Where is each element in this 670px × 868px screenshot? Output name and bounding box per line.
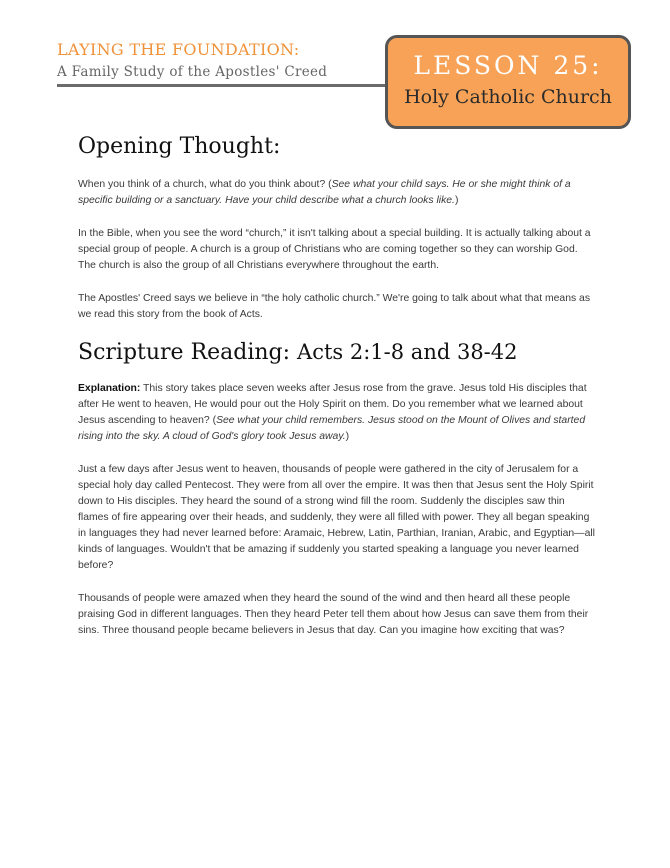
opening-paragraph-1 (78, 177, 598, 209)
series-title: LAYING THE FOUNDATION: (57, 40, 300, 59)
scripture-paragraph-3: Thousands of people were amazed when they heard the sound of the wind and then heard all these people praising God in different languages. Then they heard Peter tell them about how Jesus can save them from their sins. Three thousand people became believers in Jesus that day. Can you imagine how exciting that was? (78, 593, 589, 636)
series-subtitle: A Family Study of the Apostles' Creed (57, 64, 328, 80)
scripture-p1-text: This story takes place seven weeks after Jesus rose from the grave. Jesus told His disciples that after He went to heaven, He would pour out the Holy Spirit on them. Do you remember what we learned about Jesus ascending to heaven? ( (78, 383, 587, 426)
opening-paragraph-3: The Apostles' Creed says we believe in “the holy catholic church.” We're going to talk about what that means as we read this story from the book of Acts. (78, 293, 591, 320)
header-divider (57, 84, 387, 87)
opening-p1-italic: See what your child says. He or she might think of a specific building or a sanctuary. Have your child describe what a church looks like. (78, 179, 571, 206)
lesson-title: Holy Catholic Church (404, 86, 612, 108)
scripture-reference: Acts 2:1-8 and 38-42 (297, 340, 518, 364)
scripture-reading-heading (78, 340, 598, 365)
opening-p1-text: When you think of a church, what do you think about? ( (78, 179, 332, 190)
scripture-paragraph-1 (78, 381, 598, 445)
lesson-badge (385, 35, 631, 129)
scripture-p1-end: ) (345, 431, 350, 442)
opening-thought-heading: Opening Thought: (78, 134, 281, 159)
scripture-p1-italic: See what your child remembers. Jesus stood on the Mount of Olives and started rising into the sky. A cloud of God's glory took Jesus away. (78, 415, 586, 442)
scripture-paragraph-2: Just a few days after Jesus went to heaven, thousands of people were gathered in the city of Jerusalem for a special holy day called Pentecost. They were from all over the empire. It was then that Jesus sent the Holy Spirit down to His disciples. They heard the sound of a strong wind fill the room. Suddenly the disciples saw thin flames of fire appearing over their heads, and suddenly, they were all filled with power. They all began speaking in languages they had never learned before: Aramaic, Hebrew, Latin, Parthian, Iranian, Arabic, and Egyptian—all kinds of languages. Wouldn't that be amazing if suddenly you started speaking a language you never learned before? (78, 464, 595, 571)
lesson-number: LESSON 25: (413, 51, 603, 80)
scripture-heading-label: Scripture Reading: (78, 340, 298, 365)
opening-paragraph-2: In the Bible, when you see the word “church,” it isn't talking about a special building. It is actually talking about a special group of people. A church is a group of Christians who are coming together so they can worship God. The church is also the group of all Christians everywhere throughout the earth. (78, 228, 591, 271)
explanation-label: Explanation: (78, 383, 141, 394)
opening-p1-end: ) (454, 195, 459, 206)
lesson-content (78, 128, 598, 656)
